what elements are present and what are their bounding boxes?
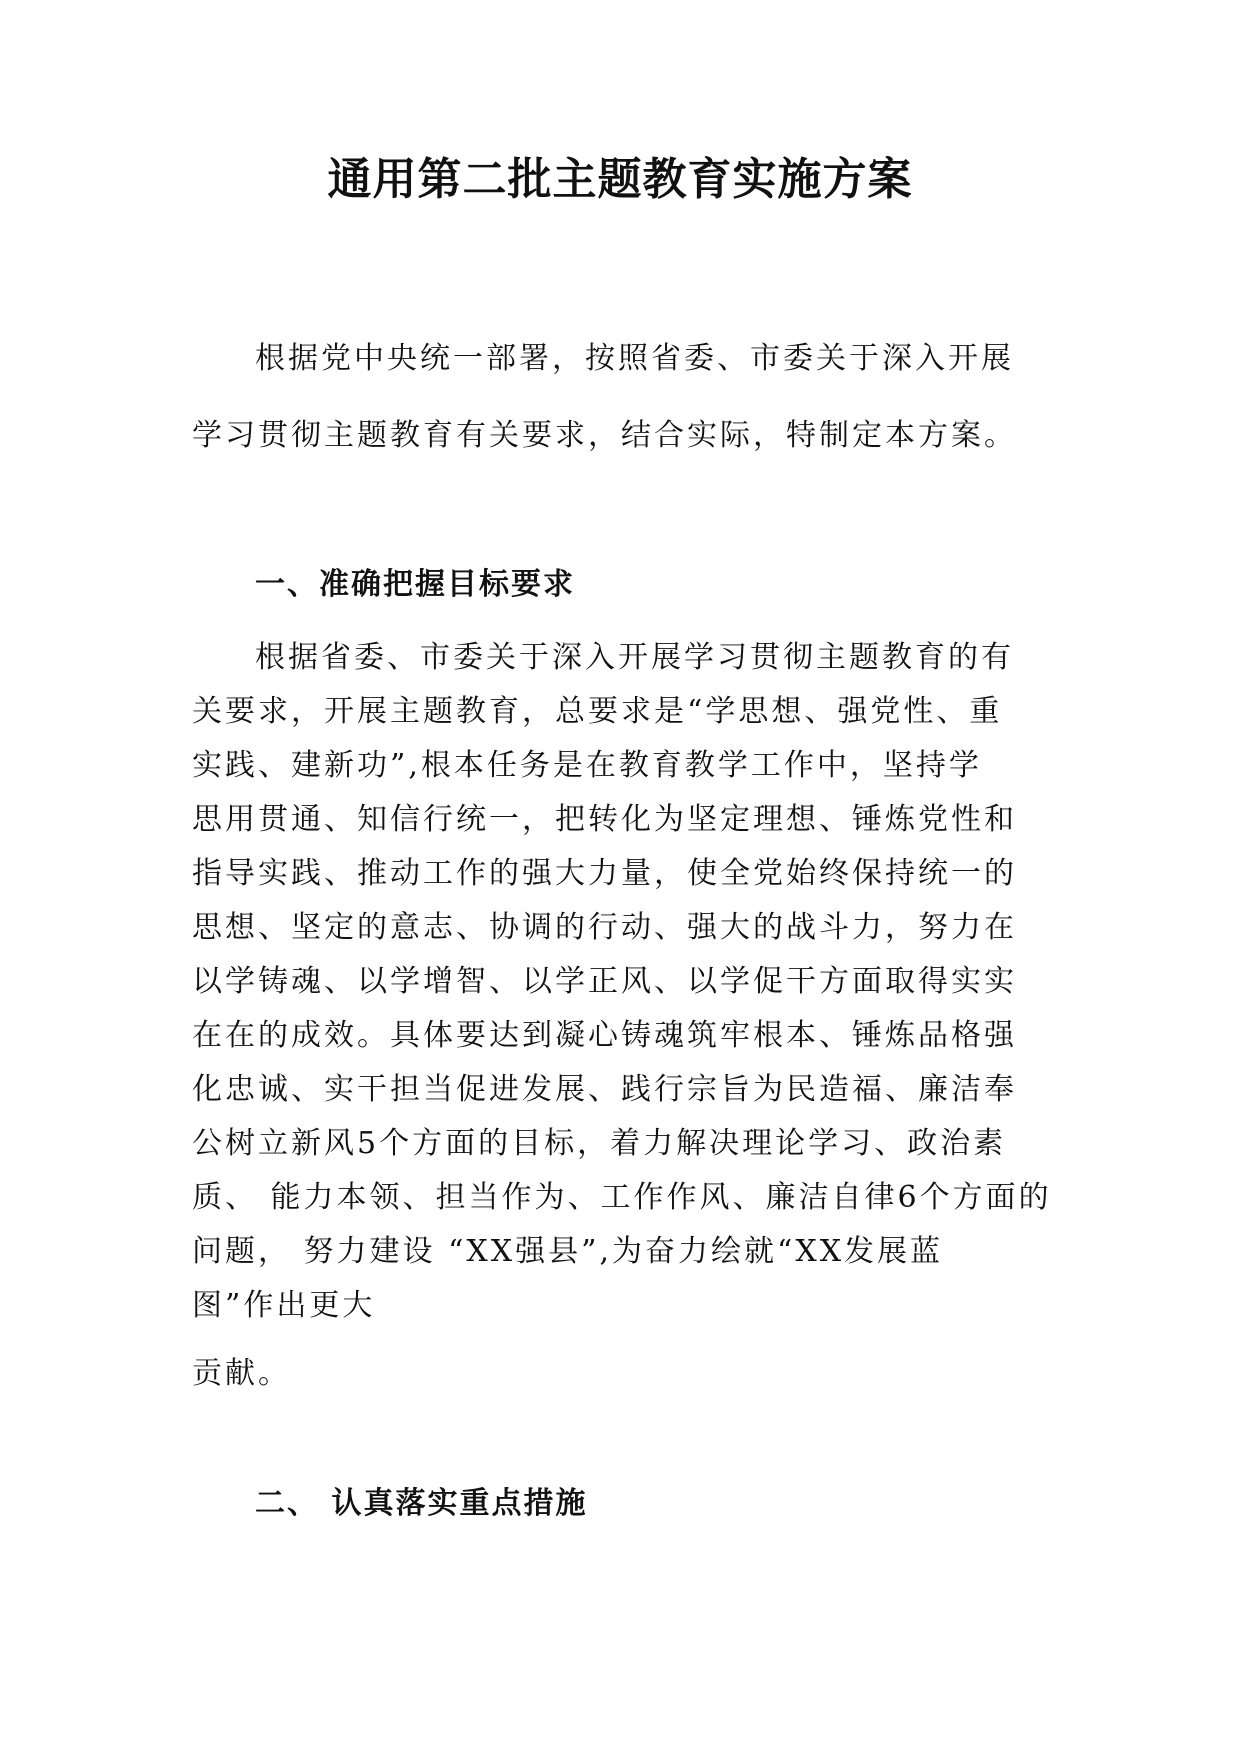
- section-1-line-13: 图”作出更大: [192, 1288, 376, 1323]
- section-1-line-14: 贡献。: [192, 1356, 291, 1391]
- section-1-line-7: 以学铸魂、以学增智、以学正风、以学促干方面取得实实: [192, 964, 1017, 999]
- section-1-line-3: 实践、建新功”,根本任务是在教育教学工作中，坚持学: [192, 748, 982, 783]
- section-1-line-12: 问题， 努力建设 “XX强县”,为奋力绘就“XX发展蓝: [192, 1234, 944, 1269]
- section-1-line-6: 思想、坚定的意志、协调的行动、强大的战斗力，努力在: [192, 910, 1017, 945]
- section-1-line-5: 指导实践、推动工作的强大力量，使全党始终保持统一的: [192, 856, 1017, 891]
- document-title: 通用第二批主题教育实施方案: [327, 154, 913, 205]
- section-1-line-10: 公树立新风5个方面的目标，着力解决理论学习、政治素: [192, 1126, 1007, 1161]
- section-1-heading: 一、准确把握目标要求: [255, 567, 575, 602]
- section-1-line-2: 关要求，开展主题教育，总要求是“学思想、强党性、重: [192, 694, 1003, 729]
- section-1-line-1: 根据省委、市委关于深入开展学习贯彻主题教育的有: [255, 640, 1014, 675]
- section-1-line-9: 化忠诚、实干担当促进发展、践行宗旨为民造福、廉洁奉: [192, 1072, 1017, 1107]
- intro-line-1: 根据党中央统一部署，按照省委、市委关于深入开展: [255, 341, 1014, 376]
- section-1-line-8: 在在的成效。具体要达到凝心铸魂筑牢根本、锤炼品格强: [192, 1018, 1017, 1053]
- intro-line-2: 学习贯彻主题教育有关要求，结合实际，特制定本方案。: [192, 418, 1017, 453]
- section-1-line-11: 质、 能力本领、担当作为、工作作风、廉洁自律6个方面的: [192, 1180, 1052, 1215]
- section-2-heading: 二、 认真落实重点措施: [255, 1486, 588, 1521]
- section-1-line-4: 思用贯通、知信行统一，把转化为坚定理想、锤炼党性和: [192, 802, 1017, 837]
